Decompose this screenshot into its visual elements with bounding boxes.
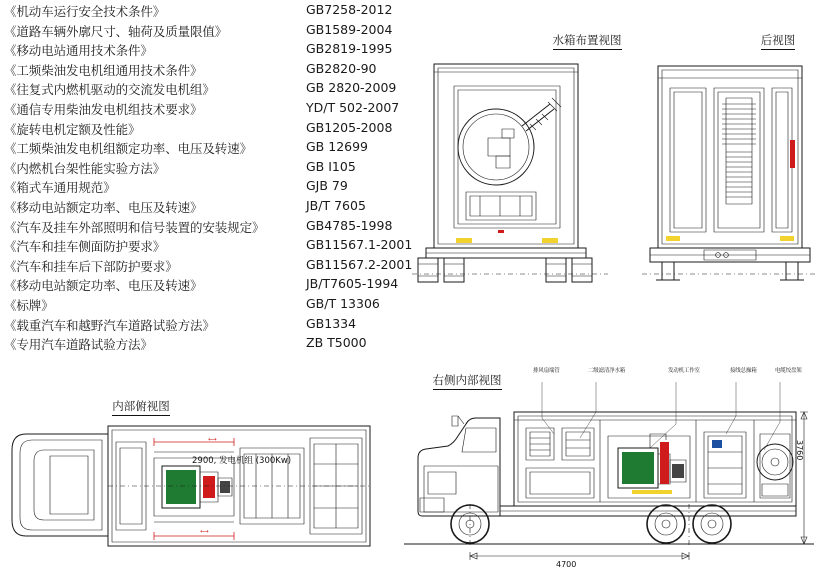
callout-label-1: 二级滤清净水箱 bbox=[588, 368, 626, 374]
standards-row: 《工频柴油发电机组通用技术条件》 bbox=[4, 62, 203, 78]
standards-code: GB/T 13306 bbox=[306, 295, 380, 311]
tank-layout-drawing bbox=[410, 52, 610, 292]
standards-code: GB2819-1995 bbox=[306, 41, 393, 57]
standards-code: JB/T7605-1994 bbox=[306, 276, 399, 292]
interior-top-view-drawing bbox=[4, 412, 384, 562]
standards-code: GB4785-1998 bbox=[306, 217, 393, 233]
standards-row: 《机动车运行安全技术条件》 bbox=[4, 4, 166, 19]
standards-row: 《载重汽车和越野汽车道路试验方法》 bbox=[4, 317, 215, 333]
standards-row: 《内燃机台架性能实验方法》 bbox=[4, 160, 166, 176]
caption-tank-layout: 水箱布置视图 bbox=[532, 32, 642, 50]
caption-rear-view: 后视图 bbox=[748, 32, 808, 50]
standards-code: GB7258-2012 bbox=[306, 2, 393, 17]
standards-row: 《往复式内燃机驱动的交流发电机组》 bbox=[4, 82, 215, 98]
standards-code: GB11567.1-2001 bbox=[306, 237, 413, 253]
standards-row: 《汽车及挂车外部照明和信号装置的安装规定》 bbox=[4, 219, 265, 235]
callout-label-0: 排风扇端管 bbox=[533, 368, 560, 374]
standards-code: YD/T 502-2007 bbox=[306, 99, 400, 115]
standards-row: 《移动电站通用技术条件》 bbox=[4, 43, 153, 59]
callout-label-3: 接线总操箱 bbox=[730, 368, 757, 374]
dim-tick-top: ⟷ bbox=[208, 436, 217, 443]
standards-name-column bbox=[4, 2, 304, 355]
caption-right-interior-view: 右侧内部视图 bbox=[412, 372, 522, 390]
standards-row: 《汽车和挂车侧面防护要求》 bbox=[4, 239, 166, 255]
standards-row: 《汽车和挂车后下部防护要求》 bbox=[4, 258, 178, 274]
standards-row: 《移动电站额定功率、电压及转速》 bbox=[4, 278, 203, 294]
standards-code: JB/T 7605 bbox=[306, 197, 366, 213]
standards-row: 《箱式车通用规范》 bbox=[4, 180, 116, 196]
standards-code: GJB 79 bbox=[306, 178, 348, 194]
standards-code: GB I105 bbox=[306, 158, 356, 174]
caption-interior-top-view: 内部俯视图 bbox=[96, 398, 186, 416]
standards-code: GB2820-90 bbox=[306, 60, 377, 76]
standards-row: 《专用汽车道路试验方法》 bbox=[4, 337, 153, 353]
standards-code: GB 2820-2009 bbox=[306, 80, 397, 96]
standards-row: 《旋转电机定额及性能》 bbox=[4, 121, 141, 137]
standards-code: GB1205-2008 bbox=[306, 119, 393, 135]
callout-label-4: 电缆绞盘架 bbox=[775, 368, 802, 374]
standards-row: 《道路车辆外廓尺寸、轴荷及质量限值》 bbox=[4, 23, 228, 39]
standards-code: GB11567.2-2001 bbox=[306, 256, 413, 272]
standards-code: GB 12699 bbox=[306, 139, 368, 155]
standards-row: 《工频柴油发电机组额定功率、电压及转速》 bbox=[4, 141, 253, 157]
standards-row: 《通信专用柴油发电机组技术要求》 bbox=[4, 101, 203, 117]
standards-code: GB1334 bbox=[306, 315, 357, 331]
dimension-wheelbase: 4700 bbox=[556, 560, 577, 569]
dim-tick-bottom: ⟷ bbox=[200, 528, 209, 535]
standards-code: ZB T5000 bbox=[306, 335, 367, 351]
dimension-height: 3760 bbox=[795, 440, 804, 461]
standards-row: 《移动电站额定功率、电压及转速》 bbox=[4, 199, 203, 215]
right-interior-view-drawing bbox=[404, 376, 814, 566]
rear-view-drawing bbox=[640, 52, 820, 292]
standards-row: 《标牌》 bbox=[4, 297, 54, 313]
genset-label: 2900, 发电机组 (300Kw) bbox=[192, 456, 292, 466]
callout-label-2: 发动机工作室 bbox=[668, 368, 700, 374]
standards-code: GB1589-2004 bbox=[306, 21, 393, 37]
